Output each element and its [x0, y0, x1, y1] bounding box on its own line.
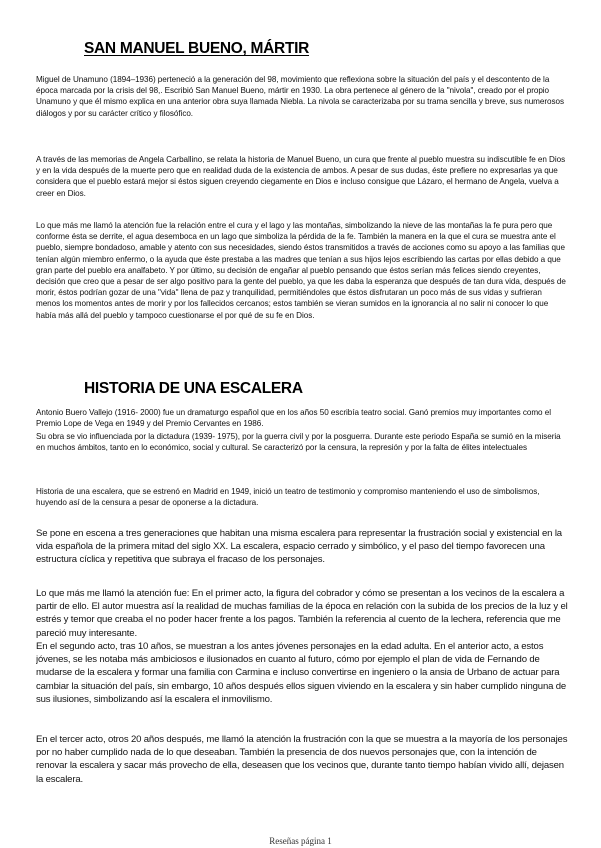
paragraph-estreno: Historia de una escalera, que se estrenó en Madrid en 1949, inició un teatro de testimonio y compromiso manteniendo el uso de simbolismos, huyendo así de la censura a pesar de oponerse a la dictadura.	[36, 487, 540, 508]
paragraph-buero-bio: Antonio Buero Vallejo (1916- 2000) fue un dramaturgo español que en los años 50 escribía teatro social. Ganó premios muy importantes como el Premio Lope de Vega en 1949 y del Premio Cervantes en 1986.	[36, 408, 551, 429]
paragraph-plot-summary: A través de las memorias de Angela Carballino, se relata la historia de Manuel Bueno, un cura que frente al pueblo muestra su indiscutible fe en Dios y en la vida después de la muerte pero que en realidad duda de la existencia de ambos. A pesar de sus dudas, éste prefiere no expresarlas ya que considera que el pueblo estará mejor si éstos siguen creyendo ciegamente en Dios e incluso consigue que Lázaro, el hermano de Angela, vuelva a creer en Dios.	[36, 155, 566, 198]
paragraph-opinion-acto-2: En el segundo acto, tras 10 años, se muestran a los antes jóvenes personajes en la edad adulta. En el anterior acto, a estos jóvenes, se les notaba más ambiciosos e ilusionados en cuanto al futuro, cómo por ejemplo el plan de vida de Fernando de mudarse de la escalera y formar una familia con Carmina e incluso convertirse en ingeniero o la ansia de Urbano de actuar para cambiar la situación del país, sin embargo, 10 años después ellos siguen viviendo en la escalera y sin haber cumplido ninguna de sus ilusiones, simbolizando así la escalera el inmovilismo.	[36, 641, 567, 705]
paragraph-escalera-summary: Se pone en escena a tres generaciones que habitan una misma escalera para representar la frustración social y existencial en la vida española de la primera mitad del siglo XX. La escalera, espacio cerrado y simbólico, y el paso del tiempo favorecen una estructura cíclica y repetitiva que subraya el fracaso de los personajes.	[36, 528, 562, 566]
section-title-historia-escalera: HISTORIA DE UNA ESCALERA	[84, 380, 303, 397]
paragraph-opinion-acto-1: Lo que más me llamó la atención fue: En el primer acto, la figura del cobrador y cómo se presentan a los vecinos de la escalera a partir de ello. El autor muestra así la realidad de muchas familias de la época en relación con la subida de los precios de la luz y el estrés y temor que creaba el no poder hacer frente a los pagos. También la referencia al cuento de la lechera, referencia que me pareció muy interesante.	[36, 588, 568, 639]
paragraph-opinion-san-manuel: Lo que más me llamó la atención fue la relación entre el cura y el lago y las montañas, simbolizando la nieve de las montañas la fe pura pero que conforme ésta se derrite, el agua desemboca en un lago que simboliza la pérdida de la fe. También la manera en la que el cura se muestra ante el pueblo, siempre bondadoso, amable y atento con sus necesidades, siendo éstos transmitidos a través de acciones como su apoyo a las familias que tenían algún miembro enfermo, o la ayuda que éste prestaba a las madres que tenían a sus hijos lejos escribiendo las cartas por ellas debido a que gran parte del pueblo era analfabeto. Y por último, su decisión de engañar al pueblo pensando que éstos serían más felices siendo creyentes, decisión que creo que a pesar de ser algo positivo para la gente del pueblo, ya que les daba la esperanza que después de tan dura vida, después de morir, éstos podrían gozar de una "vida" llena de paz y tranquilidad, permitiéndoles que éstos disfrutaran un poco más de sus vidas y sufrieran menos los momentos antes de morir y por los fallecidos cercanos; estos también se vieran sumidos en la ignorancia al no salir ni conocer lo que había más allá del pueblo y tampoco cuestionarse el por qué de su fe en Dios.	[36, 221, 566, 320]
section-title-san-manuel: SAN MANUEL BUENO, MÁRTIR	[84, 40, 310, 57]
paragraph-unamuno-bio: Miguel de Unamuno (1894–1936) perteneció a la generación del 98, movimiento que reflexiona sobre la situación del país y el descontento de la época marcada por la crisis del 98,. Escribió San Manuel Bueno, mártir en 1930. La obra pertenece al género de la "nivola", creado por el propio Unamuno y que él mismo explica en una anterior obra suya llamada Niebla. La nivola se caracterizaba por su trama sencilla y breve, sus numerosos diálogos y por su carácter crítico y filosófico.	[36, 75, 564, 118]
paragraph-opinion-acto-3: En el tercer acto, otros 20 años después, me llamó la atención la frustración con la que se muestra a la mayoría de los personajes por no haber cumplido nada de lo que deseaban. También la presencia de dos nuevos personajes que, con la intención de renovar la escalera y sacar más provecho de ella, deseasen que los vecinos que, durante tanto tiempo habían vivido allí, dejasen la escalera.	[36, 734, 568, 785]
paragraph-dictadura-context: Su obra se vio influenciada por la dictadura (1939- 1975), por la guerra civil y por la posguerra. Durante este periodo España se sumió en la miseria en muchos ámbitos, tanto en lo económico, social y cultural. Se caracterizó por la censura, la represión y por la falta de élites intelectuales	[36, 432, 561, 453]
page-footer: Reseñas página 1	[269, 836, 332, 846]
